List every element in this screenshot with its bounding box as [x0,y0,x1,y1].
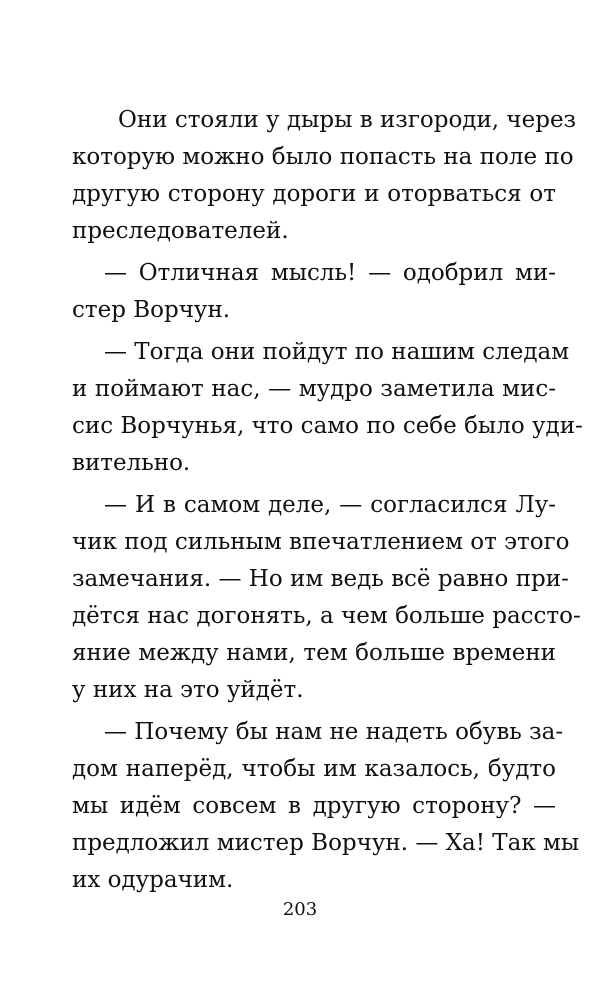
text-line: другую сторону дороги и оторваться от [72,181,556,207]
body-text [72,102,583,899]
text-line: предложил мистер Ворчун. — Ха! Так мы [72,830,580,856]
text-line: яние между нами, тем больше времени [72,640,556,666]
text-line: вительно. [72,450,191,476]
text-line: дётся нас догонять, а чем больше рассто- [72,603,581,629]
text-line: стер Ворчун. [72,297,231,323]
paragraph [72,255,556,329]
page-number: 203 [282,899,318,920]
text-line: у них на это уйдёт. [72,677,304,703]
text-line: дом наперёд, чтобы им казалось, будто [72,756,556,782]
text-line: их одурачим. [72,867,234,893]
text-line: — Тогда они пойдут по нашим следам [104,339,570,365]
text-line: которую можно было попасть на поле по [72,144,574,170]
text-line: сис Ворчунья, что само по себе было уди- [72,413,583,439]
paragraph [72,714,580,899]
text-line: и поймают нас, — мудро заметила мис- [72,376,556,402]
text-line: замечания. — Но им ведь всё равно при- [72,566,569,592]
text-line: — Почему бы нам не надеть обувь за- [104,719,564,745]
text-line: Они стояли у дыры в изгороди, через [118,107,577,133]
text-line: — Отличная мысль! — одобрил ми- [104,260,556,286]
paragraph [72,102,577,250]
text-line: чик под сильным впечатлением от этого [72,529,570,555]
text-line: преследователей. [72,218,289,244]
text-line: — И в самом деле, — согласился Лу- [104,492,556,518]
paragraph [72,334,583,482]
paragraph [72,487,581,709]
text-line: мы идём совсем в другую сторону? — [72,793,556,819]
